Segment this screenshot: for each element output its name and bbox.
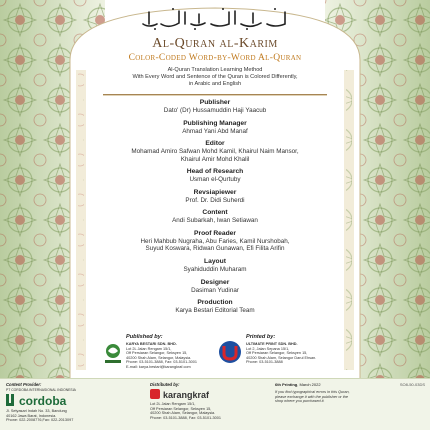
credit-proof-reader xyxy=(60,230,370,253)
published-by-label: Published by: xyxy=(126,334,163,340)
address-line: Off Persiaran Selangor, Seksyen 15, xyxy=(126,351,188,356)
cordoba-logo-text: cordoba xyxy=(19,394,67,408)
description-line: Al-Quran Translation Learning Method xyxy=(167,67,263,73)
credit-name: Khairul Amir Mohd Khalil xyxy=(180,155,250,163)
address-line: Off Persiaran Selangor, Seksyen 15, xyxy=(150,406,212,411)
printing-edition-date: , March 2022 xyxy=(297,382,321,387)
address-line: 40162 Jawa Barat, Indonesia. xyxy=(6,413,57,418)
description-line: With Every Word and Sentence of the Quran is Colored Differently, xyxy=(132,73,298,80)
credit-role: Production xyxy=(197,299,233,307)
credits-list xyxy=(60,99,370,320)
credit-name: Karya Bestari Editorial Team xyxy=(175,307,255,315)
credit-reviewer xyxy=(60,189,370,204)
address-line: ULTIMATE PRINT SDN. BHD. xyxy=(246,342,298,346)
address-line: Lot 2L Jalan Rengam 15/1, xyxy=(126,346,172,351)
distributed-by-label: Distributed by: xyxy=(150,382,180,387)
distributed-by-address xyxy=(150,402,260,421)
address-line: Phone: 03-5101-3888, Fax: 03-5101-3001 xyxy=(126,360,197,365)
distributed-by-block xyxy=(150,382,260,421)
cordoba-logo xyxy=(6,392,86,408)
credit-head-of-research xyxy=(60,168,370,183)
footer-strip xyxy=(0,378,430,430)
credit-role: Proof Reader xyxy=(194,229,236,237)
address-line: Phone: 03-5101-3888 xyxy=(246,360,283,365)
address-line: 40200 Shah Alam, Selangor Darul Ehsan. xyxy=(246,355,317,360)
credit-name: Andi Subarkah, Iwan Setiawan xyxy=(172,217,258,225)
address-line: Phone: 022-2008776,Fax: 022-2013097 xyxy=(6,418,74,423)
note-line: shop where you purchased it. xyxy=(275,399,325,404)
published-by-address xyxy=(126,342,231,370)
credit-name: Heri Mahbub Nugraha, Abu Faries, Kamil Nurshobah, xyxy=(140,237,290,245)
address-line: E-mail: karya.bestari@karangkraf.com xyxy=(126,364,191,369)
content-provider-address xyxy=(6,409,141,423)
note-line: please exchange it with the publisher or the xyxy=(275,394,349,399)
credit-role: Publishing Manager xyxy=(183,119,247,127)
content-provider-label: Content Provider: xyxy=(6,382,42,387)
content-provider-block xyxy=(6,382,141,423)
credit-role: Editor xyxy=(205,140,225,148)
divider xyxy=(103,94,327,96)
address-line: Lot 2L Jalan Rengam 15/1, xyxy=(150,402,196,406)
publisher-calligraphy-logo xyxy=(135,6,295,32)
printing-info-block xyxy=(275,382,425,404)
credit-name: Dato' (Dr) Hussamuddin Haji Yaacub xyxy=(163,107,267,114)
published-by-block xyxy=(102,334,232,378)
address-line: Off Persiaran Selangor, Seksyen 15, xyxy=(246,351,308,356)
credit-production xyxy=(60,299,370,314)
credit-publishing-manager xyxy=(60,120,370,135)
credit-role: Head of Research xyxy=(186,168,244,176)
book-title: Al-Quran al-Karim xyxy=(152,36,278,51)
printed-by-address xyxy=(246,342,341,365)
karya-bestari-logo-icon xyxy=(102,342,124,366)
credit-role: Content xyxy=(202,209,228,217)
address-line: 40200 Shah Alam, Selangor, Malaysia. xyxy=(126,355,192,360)
printing-edition-bold: 6th Printing xyxy=(275,382,298,387)
karangkraf-logo xyxy=(150,388,220,400)
description-line: in Arabic and English xyxy=(188,80,242,87)
credit-name: Syahiduddin Muharam xyxy=(183,265,247,273)
credit-role: Layout xyxy=(204,257,226,265)
credit-name: Ahmad Yani Abd Manaf xyxy=(182,127,248,135)
credit-role: Revsiapiewer xyxy=(193,188,237,196)
credit-publisher xyxy=(60,99,370,114)
credit-content xyxy=(60,209,370,224)
credit-name: Dasiman Yudinar xyxy=(191,286,239,294)
credit-role: Publisher xyxy=(199,99,231,106)
book-description xyxy=(80,67,350,87)
printing-note xyxy=(275,390,425,404)
credit-name: Mohamad Amiro Safwan Mohd Kamil, Khairul Naim Mansor, xyxy=(131,148,299,156)
credit-editor xyxy=(60,140,370,163)
address-line: Lot 2, Jalan Sepana 15/1, xyxy=(246,346,290,351)
credit-role: Designer xyxy=(200,278,230,286)
address-line: KARYA BESTARI SDN. BHD. xyxy=(126,342,177,346)
address-line: Jl. Setyasari Indah No. 33, Bandung xyxy=(6,409,67,413)
credit-designer xyxy=(60,279,370,294)
printing-edition xyxy=(275,382,425,387)
printed-by-label: Printed by: xyxy=(246,334,276,340)
credit-name: Prof. Dr. Didi Suherdi xyxy=(185,196,245,204)
content-provider-org: PT CORDOBA INTERNASIONAL INDONESIA xyxy=(6,388,76,392)
credit-name: Suyud Koswara, Ridwan Gunawan, Efi Filita Arifin xyxy=(145,245,285,253)
credit-layout xyxy=(60,258,370,273)
note-line: If you find typographical errors in this Quran, xyxy=(275,390,350,394)
print-code: SO8-50-03DS xyxy=(399,382,425,387)
karangkraf-logo-text: karangkraf xyxy=(163,390,210,400)
book-subtitle: Color-Coded Word-by-Word Al-Quran xyxy=(128,53,302,63)
printed-by-block xyxy=(218,334,338,378)
address-line: Phone: 03-5101-3888, Fax: 03-5101-3001 xyxy=(150,416,221,421)
address-line: 40200 Shah Alam, Selangor, Malaysia. xyxy=(150,411,216,416)
ultimate-print-logo-icon xyxy=(218,340,242,364)
credit-name: Usman el-Qurtuby xyxy=(189,176,241,184)
